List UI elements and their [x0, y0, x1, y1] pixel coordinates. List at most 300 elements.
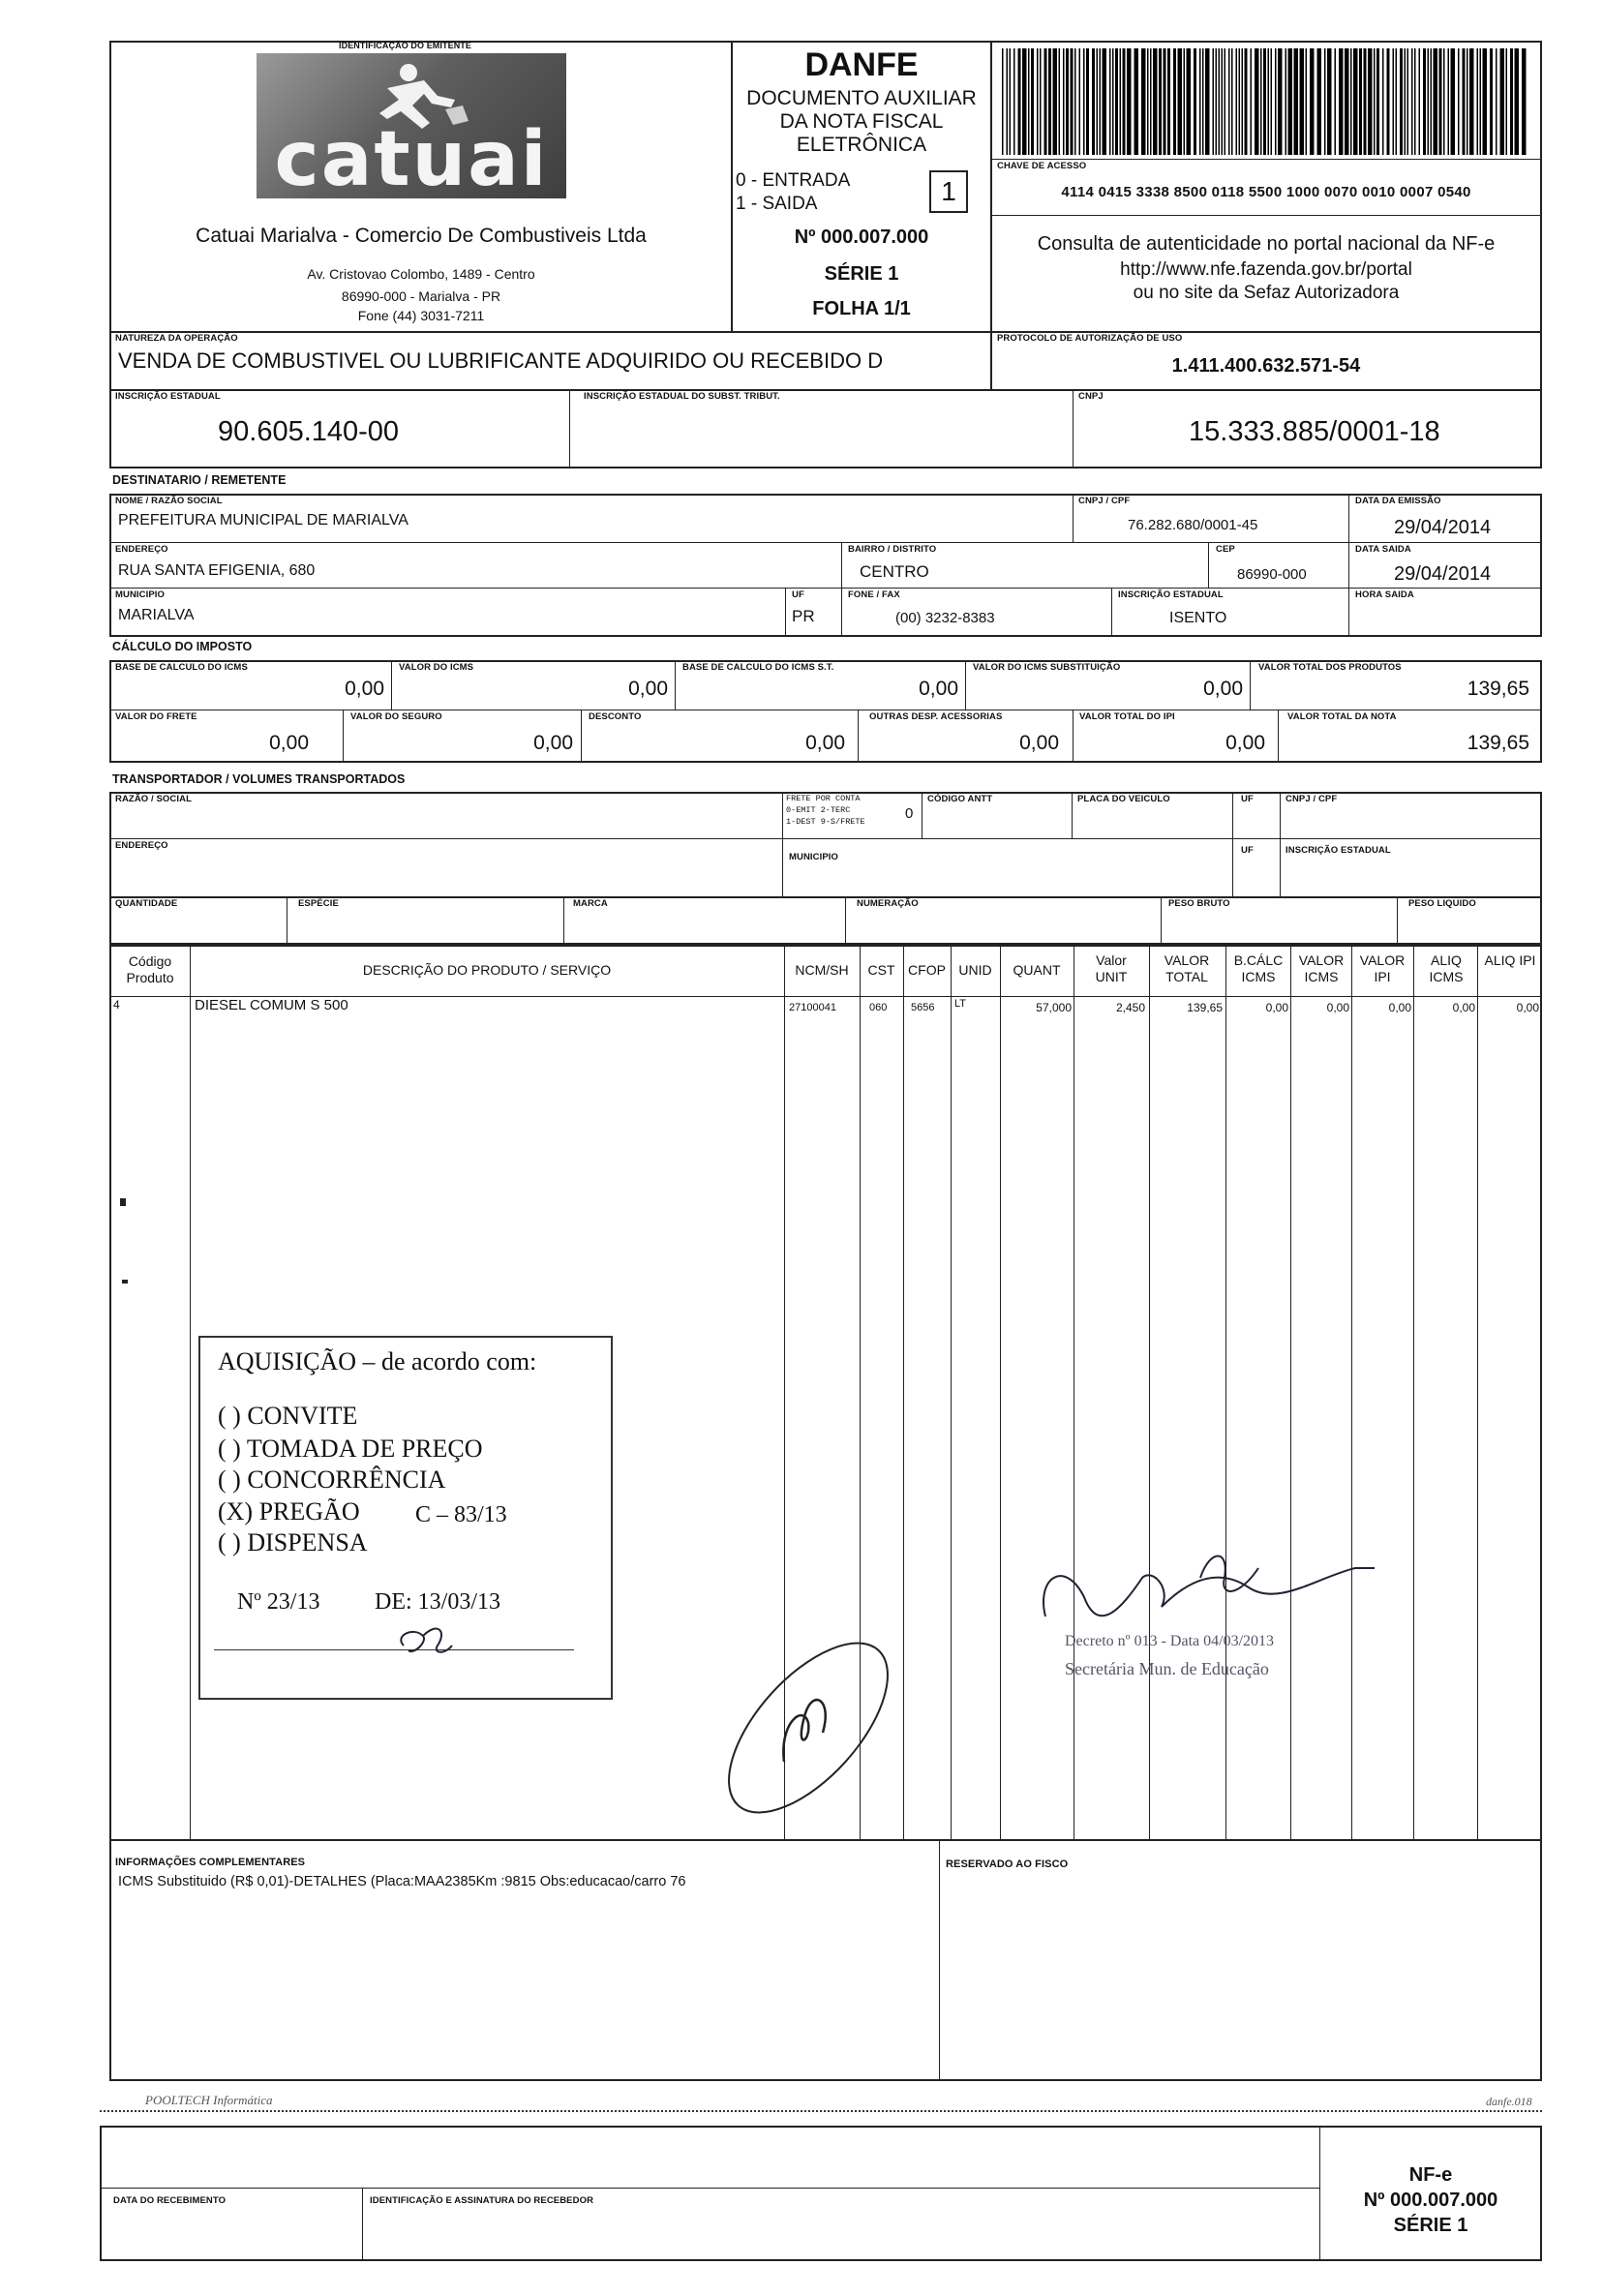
handwritten-signature-1: [716, 1607, 910, 1839]
barcode-bar: [1271, 48, 1273, 155]
barcode-bar: [1040, 48, 1042, 155]
barcode-bar: [1194, 48, 1196, 155]
barcode-bar: [1018, 48, 1021, 155]
barcode-bar: [1199, 48, 1201, 155]
prod-v-cfop: [951, 945, 952, 1841]
protocol-label: PROTOCOLO DE AUTORIZAÇÃO DE USO: [997, 333, 1183, 344]
barcode-bar: [1053, 48, 1058, 155]
barcode-bar: [1496, 48, 1497, 155]
prod-v-total: [1225, 945, 1226, 1841]
barcode-bar: [1451, 48, 1456, 155]
vol-net-label: PESO LIQUIDO: [1408, 898, 1476, 909]
tr-v3: [1072, 792, 1073, 838]
stamp-initials-signature: [384, 1616, 462, 1665]
barcode-bar: [1120, 48, 1122, 155]
th-icms-val: VALOR ICMS: [1298, 952, 1345, 984]
stamp-option-2: ( ) TOMADA DE PREÇO: [218, 1435, 483, 1463]
barcode-bar: [1393, 48, 1395, 155]
tax-section: CÁLCULO DO IMPOSTO: [112, 640, 253, 653]
emitter-address: Av. Cristovao Colombo, 1489 - Centro: [307, 266, 535, 282]
th-cst: CST: [867, 962, 895, 978]
th-code: Código Produto: [126, 953, 174, 985]
receipt-date-label: DATA DO RECEBIMENTO: [113, 2195, 227, 2206]
barcode-bar: [1150, 48, 1152, 155]
barcode-bar: [1184, 48, 1186, 155]
barcode-bar: [1083, 48, 1085, 155]
tr-freight-2: 0-EMIT 2-TERC: [786, 805, 851, 815]
barcode-bar: [1202, 48, 1204, 155]
emitter-name: Catuai Marialva - Comercio De Combustiveis Ltda: [196, 225, 647, 247]
row-base: 0,00: [1265, 1001, 1288, 1014]
rec-cnpj: 76.282.680/0001-45: [1128, 517, 1258, 533]
rec-v3: [841, 542, 842, 588]
vol-v3: [845, 896, 846, 945]
rec-phone-label: FONE / FAX: [848, 589, 900, 600]
access-divider-1: [990, 159, 1542, 160]
barcode-bar: [1141, 48, 1146, 155]
th-cfop: CFOP: [908, 962, 946, 978]
barcode-bar: [1458, 48, 1460, 155]
barcode-bar: [1263, 48, 1266, 155]
barcode-bar: [1225, 48, 1226, 155]
tr-cnpj-label: CNPJ / CPF: [1285, 794, 1338, 804]
vol-gross-label: PESO BRUTO: [1168, 898, 1230, 909]
consult-line-3: ou no site da Sefaz Autorizadora: [1133, 283, 1400, 303]
vol-v4: [1161, 896, 1162, 945]
barcode-bar: [1239, 48, 1241, 155]
rec-v6: [841, 588, 842, 637]
tax-r1-value-2: 0,00: [919, 678, 958, 700]
tr-v4: [1232, 792, 1233, 898]
stamp-date: DE: 13/03/13: [375, 1589, 500, 1615]
barcode-bar: [1048, 48, 1051, 155]
tax-r1-v4: [1250, 660, 1251, 710]
rec-time-label: HORA SAIDA: [1355, 589, 1414, 600]
prod-v-icms: [1351, 945, 1352, 1841]
tax-r1-v2: [675, 660, 676, 710]
cnpj-label: CNPJ: [1078, 391, 1104, 402]
barcode-bar: [1500, 48, 1505, 155]
rec-uf: PR: [792, 607, 815, 625]
barcode-bar: [1510, 48, 1513, 155]
footer-series: SÉRIE 1: [1393, 2215, 1468, 2236]
barcode-bar: [1490, 48, 1493, 155]
row-total: 139,65: [1187, 1001, 1223, 1014]
fisco-label: RESERVADO AO FISCO: [946, 1858, 1069, 1870]
receipt-v2: [362, 2188, 363, 2261]
tax-r2-v5: [1278, 710, 1279, 763]
stamp-option-1: ( ) CONVITE: [218, 1402, 358, 1430]
barcode-bar: [1268, 48, 1270, 155]
rec-v5: [785, 588, 786, 637]
barcode-bar: [1159, 48, 1162, 155]
stamp-option-4: (X) PREGÃO: [218, 1497, 360, 1526]
barcode-bar: [1310, 48, 1315, 155]
reg-div-1: [569, 389, 570, 468]
barcode-bar: [1339, 48, 1344, 155]
barcode-bar: [1022, 48, 1027, 155]
operation-value: VENDA DE COMBUSTIVEL OU LUBRIFICANTE ADQUIRIDO OU RECEBIDO D: [118, 348, 884, 373]
barcode-bar: [1164, 48, 1166, 155]
emitter-logo: [257, 53, 566, 203]
th-total: VALOR TOTAL: [1164, 952, 1210, 984]
danfe-number: Nº 000.007.000: [794, 227, 929, 248]
barcode-bar: [1506, 48, 1508, 155]
vol-species-label: ESPÉCIE: [298, 898, 339, 909]
barcode-bar: [1074, 48, 1076, 155]
barcode-bar: [1376, 48, 1379, 155]
tax-r2-label-4: VALOR TOTAL DO IPI: [1079, 711, 1175, 722]
stamp-option-4-code: C – 83/13: [415, 1502, 507, 1527]
tax-r2-v3: [858, 710, 859, 763]
tr-city-label: MUNICIPIO: [789, 852, 839, 862]
ie-value: 90.605.140-00: [218, 416, 400, 447]
danfe-series: SÉRIE 1: [824, 263, 899, 285]
barcode-bar: [1219, 48, 1221, 155]
row-ipi-rate: 0,00: [1516, 1001, 1539, 1014]
stamp-option-3: ( ) CONCORRÊNCIA: [218, 1465, 446, 1494]
tr-freight-value: 0: [905, 805, 914, 822]
danfe-code: danfe.018: [1486, 2095, 1532, 2108]
barcode-bar: [1327, 48, 1332, 155]
barcode-bar: [1423, 48, 1426, 155]
danfe-subtitle-1: DOCUMENTO AUXILIAR: [746, 87, 977, 109]
rec-h1: [109, 542, 1542, 543]
barcode: [1000, 48, 1532, 155]
barcode-bar: [1335, 48, 1337, 155]
acquisition-stamp: [198, 1336, 613, 1700]
tax-r1-label-4: VALOR TOTAL DOS PRODUTOS: [1258, 662, 1402, 673]
barcode-bar: [1345, 48, 1349, 155]
vol-numbering-label: NUMERAÇÃO: [857, 898, 919, 909]
footer-nfe: NF-e: [1408, 2164, 1453, 2186]
rec-address-label: ENDEREÇO: [115, 544, 168, 555]
rec-issue-date: 29/04/2014: [1394, 517, 1492, 538]
rec-exit-label: DATA SAIDA: [1355, 544, 1411, 555]
barcode-bar: [1173, 48, 1176, 155]
barcode-bar: [1115, 48, 1118, 155]
barcode-bar: [1205, 48, 1210, 155]
tax-r2-label-0: VALOR DO FRETE: [115, 711, 197, 722]
barcode-bar: [1066, 48, 1069, 155]
ie-st-label: INSCRIÇÃO ESTADUAL DO SUBST. TRIBUT.: [584, 391, 780, 402]
tr-uf2-label: UF: [1241, 845, 1254, 856]
barcode-bar: [1405, 48, 1406, 155]
rec-cep-label: CEP: [1216, 544, 1235, 555]
tax-r2-label-3: OUTRAS DESP. ACESSORIAS: [869, 711, 1003, 722]
logo-text: catuai: [274, 116, 549, 203]
stray-mark-2: [122, 1280, 128, 1284]
barcode-bar: [1431, 48, 1433, 155]
danfe-exit: 1 - SAIDA: [736, 194, 818, 214]
th-ncm: NCM/SH: [795, 962, 849, 978]
barcode-bar: [1463, 48, 1466, 155]
access-key-label: CHAVE DE ACESSO: [997, 161, 1087, 171]
protocol-value: 1.411.400.632.571-54: [1171, 355, 1361, 377]
row-ipi-val: 0,00: [1388, 1001, 1411, 1014]
row-ncm: 27100041: [789, 1002, 836, 1013]
tr-freight-1: FRETE POR CONTA: [786, 794, 861, 803]
barcode-bar: [1448, 48, 1450, 155]
barcode-bar: [1467, 48, 1468, 155]
barcode-bar: [1213, 48, 1215, 155]
barcode-bar: [1123, 48, 1126, 155]
prod-v-code: [190, 945, 191, 1841]
barcode-bar: [1480, 48, 1482, 155]
prod-v-ipi: [1413, 945, 1414, 1841]
tr-name-label: RAZÃO / SOCIAL: [115, 794, 192, 804]
barcode-bar: [1400, 48, 1403, 155]
stamp-option-5: ( ) DISPENSA: [218, 1528, 368, 1556]
consult-line-2: http://www.nfe.fazenda.gov.br/portal: [1120, 259, 1412, 280]
barcode-bar: [1242, 48, 1244, 155]
barcode-bar: [1103, 48, 1107, 155]
rec-cnpj-label: CNPJ / CPF: [1078, 496, 1131, 506]
barcode-bar: [1044, 48, 1047, 155]
barcode-bar: [1228, 48, 1230, 155]
rec-city: MARIALVA: [118, 607, 195, 623]
tr-ie-label: INSCRIÇÃO ESTADUAL: [1285, 845, 1391, 856]
svg-text:Decreto nº 013 - Data 04/03/20: Decreto nº 013 - Data 04/03/2013: [1065, 1633, 1275, 1649]
barcode-bar: [1483, 48, 1488, 155]
barcode-bar: [1288, 48, 1293, 155]
barcode-bar: [1324, 48, 1326, 155]
tax-r1-value-4: 139,65: [1467, 678, 1529, 700]
operation-label: NATUREZA DA OPERAÇÃO: [115, 333, 238, 344]
emitter-phone: Fone (44) 3031-7211: [357, 308, 485, 323]
additional-text: ICMS Substituido (R$ 0,01)-DETALHES (Placa:MAA2385Km :9815 Obs:educacao/carro 76: [118, 1874, 686, 1889]
barcode-bar: [1112, 48, 1114, 155]
row-cst: 060: [869, 1002, 888, 1013]
rec-v2: [1348, 494, 1349, 637]
rec-name-label: NOME / RAZÃO SOCIAL: [115, 496, 223, 506]
cnpj-value: 15.333.885/0001-18: [1189, 416, 1440, 447]
barcode-bar: [1109, 48, 1111, 155]
th-icms-rate: ALIQ ICMS: [1429, 952, 1464, 984]
barcode-bar: [1002, 48, 1004, 155]
row-icms-rate: 0,00: [1452, 1001, 1475, 1014]
additional-divider: [939, 1839, 940, 2081]
tax-r1-v1: [391, 660, 392, 710]
tr-v5: [1280, 792, 1281, 898]
barcode-bar: [1245, 48, 1248, 155]
vol-v5: [1397, 896, 1398, 945]
rec-cep: 86990-000: [1237, 566, 1307, 583]
barcode-bar: [1306, 48, 1308, 155]
th-unit: UNID: [958, 962, 992, 978]
rec-v4: [1208, 542, 1209, 588]
rec-uf-label: UF: [792, 589, 804, 600]
barcode-bar: [1010, 48, 1012, 155]
danfe-type-box: 1: [929, 170, 968, 213]
rec-ie: ISENTO: [1169, 610, 1227, 626]
th-qty: QUANT: [1013, 962, 1061, 978]
tax-r1-label-3: VALOR DO ICMS SUBSTITUIÇÃO: [973, 662, 1121, 673]
barcode-bar: [1414, 48, 1416, 155]
tax-r2-value-4: 0,00: [1225, 732, 1265, 754]
danfe-subtitle-3: ELETRÔNICA: [796, 134, 927, 156]
barcode-bar: [1063, 48, 1065, 155]
rec-v7: [1111, 588, 1112, 637]
barcode-bar: [1374, 48, 1376, 155]
software-credit: POOLTECH Informática: [145, 2093, 273, 2107]
tax-r2-label-5: VALOR TOTAL DA NOTA: [1287, 711, 1397, 722]
stray-mark-1: [120, 1198, 126, 1206]
prod-v-rate: [1477, 945, 1478, 1841]
stamp-number: Nº 23/13: [237, 1589, 320, 1615]
barcode-bar: [1469, 48, 1474, 155]
barcode-bar: [1285, 48, 1287, 155]
row-cfop: 5656: [911, 1002, 935, 1013]
tr-address-label: ENDEREÇO: [115, 840, 168, 851]
rec-v1: [1073, 494, 1074, 542]
tr-plate-label: PLACA DO VEICULO: [1077, 794, 1170, 804]
barcode-bar: [1100, 48, 1102, 155]
barcode-bar: [1275, 48, 1277, 155]
barcode-bar: [1443, 48, 1445, 155]
tax-r2-value-0: 0,00: [269, 732, 309, 754]
th-desc: DESCRIÇÃO DO PRODUTO / SERVIÇO: [362, 962, 612, 978]
vol-qty-label: QUANTIDADE: [115, 898, 178, 909]
cut-line: [100, 2110, 1542, 2112]
barcode-bar: [1037, 48, 1039, 155]
rec-issue-label: DATA DA EMISSÃO: [1355, 496, 1441, 506]
rec-city-label: MUNICIPIO: [115, 589, 166, 600]
rec-district-label: BAIRRO / DISTRITO: [848, 544, 937, 555]
barcode-bar: [1187, 48, 1192, 155]
tr-v1: [782, 792, 783, 898]
tax-r2-label-1: VALOR DO SEGURO: [350, 711, 442, 722]
rec-phone: (00) 3232-8383: [895, 610, 995, 626]
tax-r2-value-2: 0,00: [805, 732, 845, 754]
recipient-section: DESTINATARIO / REMETENTE: [112, 473, 287, 487]
rec-name: PREFEITURA MUNICIPAL DE MARIALVA: [118, 512, 408, 529]
barcode-bar: [1439, 48, 1442, 155]
barcode-bar: [1013, 48, 1015, 155]
receipt-h1: [100, 2188, 1319, 2189]
transport-section: TRANSPORTADOR / VOLUMES TRANSPORTADOS: [112, 772, 406, 786]
barcode-bar: [1031, 48, 1034, 155]
barcode-bar: [1260, 48, 1262, 155]
tax-r1-v3: [965, 660, 966, 710]
svg-text:Secretária Mun. de Educação: Secretária Mun. de Educação: [1065, 1659, 1269, 1678]
footer-number: Nº 000.007.000: [1363, 2190, 1498, 2211]
row-unit: LT: [954, 998, 967, 1010]
prod-v-unid: [1000, 945, 1001, 1841]
barcode-bar: [1147, 48, 1149, 155]
consult-line-1: Consulta de autenticidade no portal nacional da NF-e: [1037, 233, 1496, 255]
access-divider-2: [990, 215, 1542, 216]
tr-antt-label: CÓDIGO ANTT: [927, 794, 993, 804]
barcode-bar: [1086, 48, 1089, 155]
additional-label: INFORMAÇÕES COMPLEMENTARES: [115, 1857, 306, 1868]
barcode-bar: [1216, 48, 1218, 155]
barcode-bar: [1071, 48, 1074, 155]
barcode-bar: [1359, 48, 1362, 155]
barcode-bar: [1428, 48, 1430, 155]
barcode-bar: [1364, 48, 1367, 155]
tax-r1-label-1: VALOR DO ICMS: [399, 662, 474, 673]
th-ipi-val: VALOR IPI: [1359, 952, 1406, 984]
barcode-bar: [1007, 48, 1009, 155]
row-code: 4: [113, 998, 120, 1012]
barcode-bar: [1317, 48, 1322, 155]
barcode-bar: [1353, 48, 1358, 155]
access-key: 4114 0415 3338 8500 0118 5500 1000 0070 0010 0007 0540: [1061, 184, 1471, 200]
barcode-bar: [1134, 48, 1139, 155]
receiver-label: IDENTIFICAÇÃO E ASSINATURA DO RECEBEDOR: [370, 2195, 594, 2206]
rec-h2: [109, 588, 1542, 589]
barcode-bar: [1278, 48, 1283, 155]
danfe-title: DANFE: [804, 46, 919, 83]
barcode-bar: [1059, 48, 1061, 155]
prod-v-base: [1290, 945, 1291, 1841]
barcode-bar: [1167, 48, 1170, 155]
barcode-bar: [1382, 48, 1384, 155]
tax-r1-value-0: 0,00: [345, 678, 384, 700]
emitter-section-label: IDENTIFICAÇÃO DO EMITENTE: [339, 41, 471, 50]
danfe-subtitle-2: DA NOTA FISCAL: [779, 110, 944, 133]
barcode-bar: [1434, 48, 1438, 155]
barcode-bar: [1236, 48, 1238, 155]
barcode-bar: [1222, 48, 1224, 155]
barcode-bar: [1522, 48, 1527, 155]
barcode-bar: [1255, 48, 1259, 155]
barcode-bar: [1419, 48, 1421, 155]
tax-r2-v1: [343, 710, 344, 763]
barcode-bar: [1251, 48, 1253, 155]
barcode-bar: [1396, 48, 1398, 155]
row-desc: DIESEL COMUM S 500: [195, 997, 348, 1013]
tax-r2-value-3: 0,00: [1019, 732, 1059, 754]
tax-r1-label-2: BASE DE CALCULO DO ICMS S.T.: [682, 662, 834, 673]
emitter-city: 86990-000 - Marialva - PR: [341, 288, 501, 304]
handwritten-signature-2: [1026, 1539, 1394, 1704]
barcode-bar: [1092, 48, 1095, 155]
tr-freight-3: 1-DEST 9-S/FRETE: [786, 817, 865, 827]
barcode-bar: [1350, 48, 1352, 155]
barcode-bar: [1028, 48, 1030, 155]
tax-r2-value-1: 0,00: [533, 732, 573, 754]
th-unit-price: Valor UNIT: [1095, 952, 1128, 984]
tax-r1-label-0: BASE DE CALCULO DO ICMS: [115, 662, 248, 673]
stamp-title: AQUISIÇÃO – de acordo com:: [218, 1347, 537, 1375]
tax-r2-value-5: 139,65: [1467, 732, 1529, 754]
row-icms-val: 0,00: [1326, 1001, 1349, 1014]
barcode-bar: [1294, 48, 1299, 155]
th-ipi-rate: ALIQ IPI: [1484, 952, 1536, 968]
barcode-bar: [1387, 48, 1390, 155]
barcode-bar: [1097, 48, 1099, 155]
barcode-bar: [1127, 48, 1132, 155]
tax-r2-v4: [1073, 710, 1074, 763]
tr-uf-label: UF: [1241, 794, 1254, 804]
row-unit-price: 2,450: [1115, 1001, 1145, 1014]
barcode-bar: [1407, 48, 1409, 155]
barcode-bar: [1477, 48, 1479, 155]
danfe-page: FOLHA 1/1: [812, 298, 911, 319]
tax-r1-value-3: 0,00: [1203, 678, 1243, 700]
tax-r2-label-2: DESCONTO: [589, 711, 642, 722]
rec-exit-date: 29/04/2014: [1394, 563, 1492, 585]
barcode-bar: [1153, 48, 1158, 155]
barcode-bar: [1515, 48, 1520, 155]
danfe-entry: 0 - ENTRADA: [736, 170, 851, 191]
rec-address: RUA SANTA EFIGENIA, 680: [118, 562, 316, 579]
ie-label: INSCRIÇÃO ESTADUAL: [115, 391, 221, 402]
barcode-bar: [1231, 48, 1233, 155]
tax-r1-value-1: 0,00: [628, 678, 668, 700]
